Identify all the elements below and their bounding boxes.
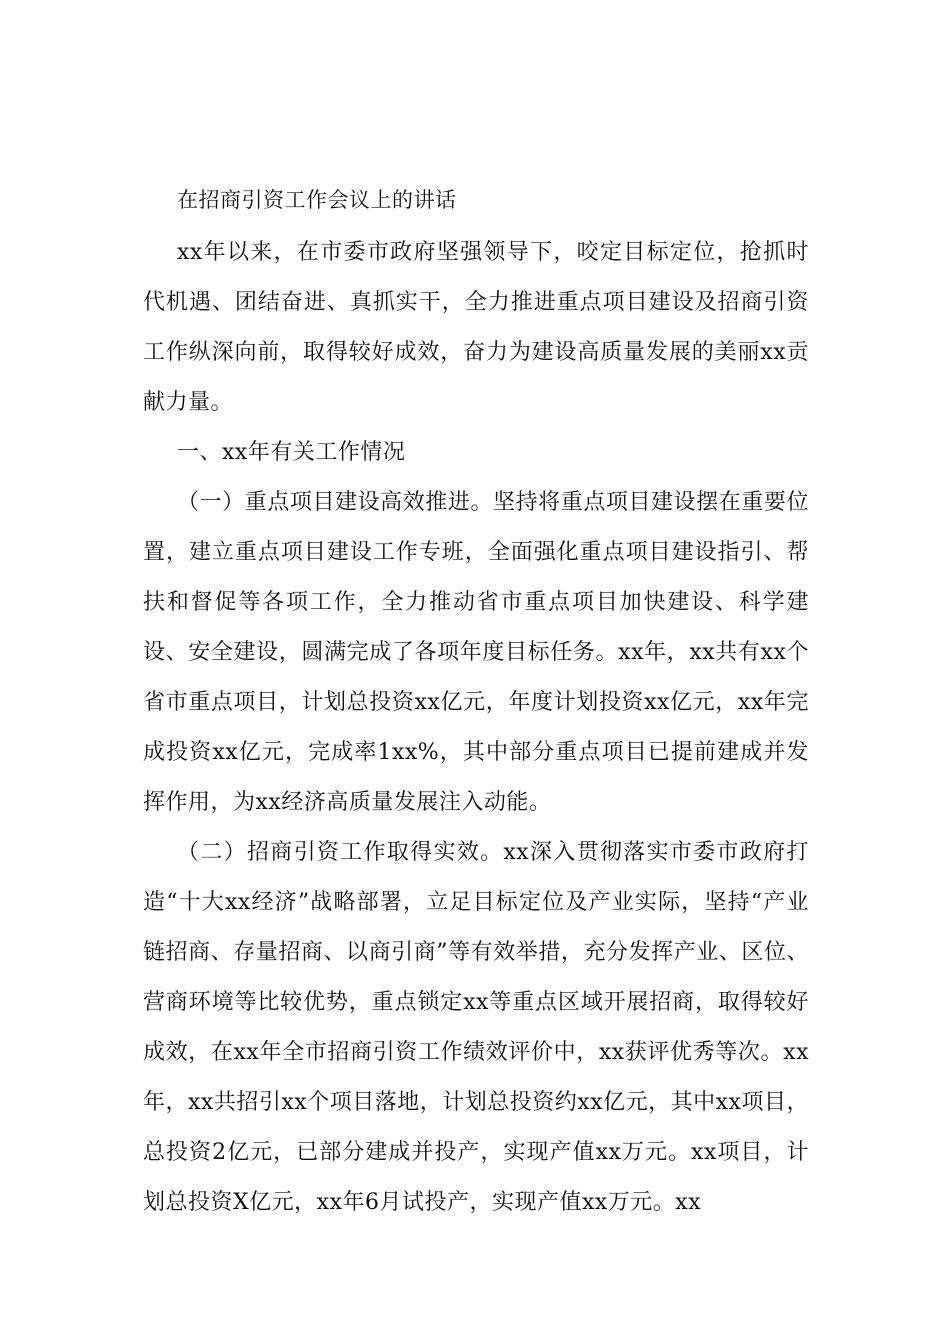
investment-paragraph: （二）招商引资工作取得实效。xx深入贯彻落实市委市政府打造“十大xx经济”战略部署，立足目标定位及产业实际，坚持“产业链招商、存量招商、以商引商”等有效举措，充分发挥产业、区位、营商环境等比较优势，重点锁定xx等重点区域开展招商，取得较好成效，在xx年全市招商引资工作绩效评价中，xx获评优秀等次。xx年，xx共招引xx个项目落地，计划总投资约xx亿元，其中xx项目，总投资2亿元，已部分建成并投产，实现产值xx万元。xx项目，计划总投资X亿元，xx年6月试投产，实现产值xx万元。xx xyxy=(143,840,809,1215)
document-title: 在招商引资工作会议上的讲话 xyxy=(177,188,457,212)
intro-paragraph: xx年以来，在市委市政府坚强领导下，咬定目标定位，抢抓时代机遇、团结奋进、真抓实干，全力推进重点项目建设及招商引资工作纵深向前，取得较好成效，奋力为建设高质量发展的美丽xx贡献力量。 xyxy=(143,240,809,415)
section-heading: 一、xx年有关工作情况 xyxy=(177,440,406,465)
document-body xyxy=(143,180,809,1228)
key-projects-paragraph: （一）重点项目建设高效推进。坚持将重点项目建设摆在重要位置，建立重点项目建设工作专班，全面强化重点项目建设指引、帮扶和督促等各项工作，全力推动省市重点项目加快建设、科学建设、安全建设，圆满完成了各项年度目标任务。xx年，xx共有xx个省市重点项目，计划总投资xx亿元，年度计划投资xx亿元，xx年完成投资xx亿元，完成率1xx%，其中部分重点项目已提前建成并发挥作用，为xx经济高质量发展注入动能。 xyxy=(143,490,809,815)
